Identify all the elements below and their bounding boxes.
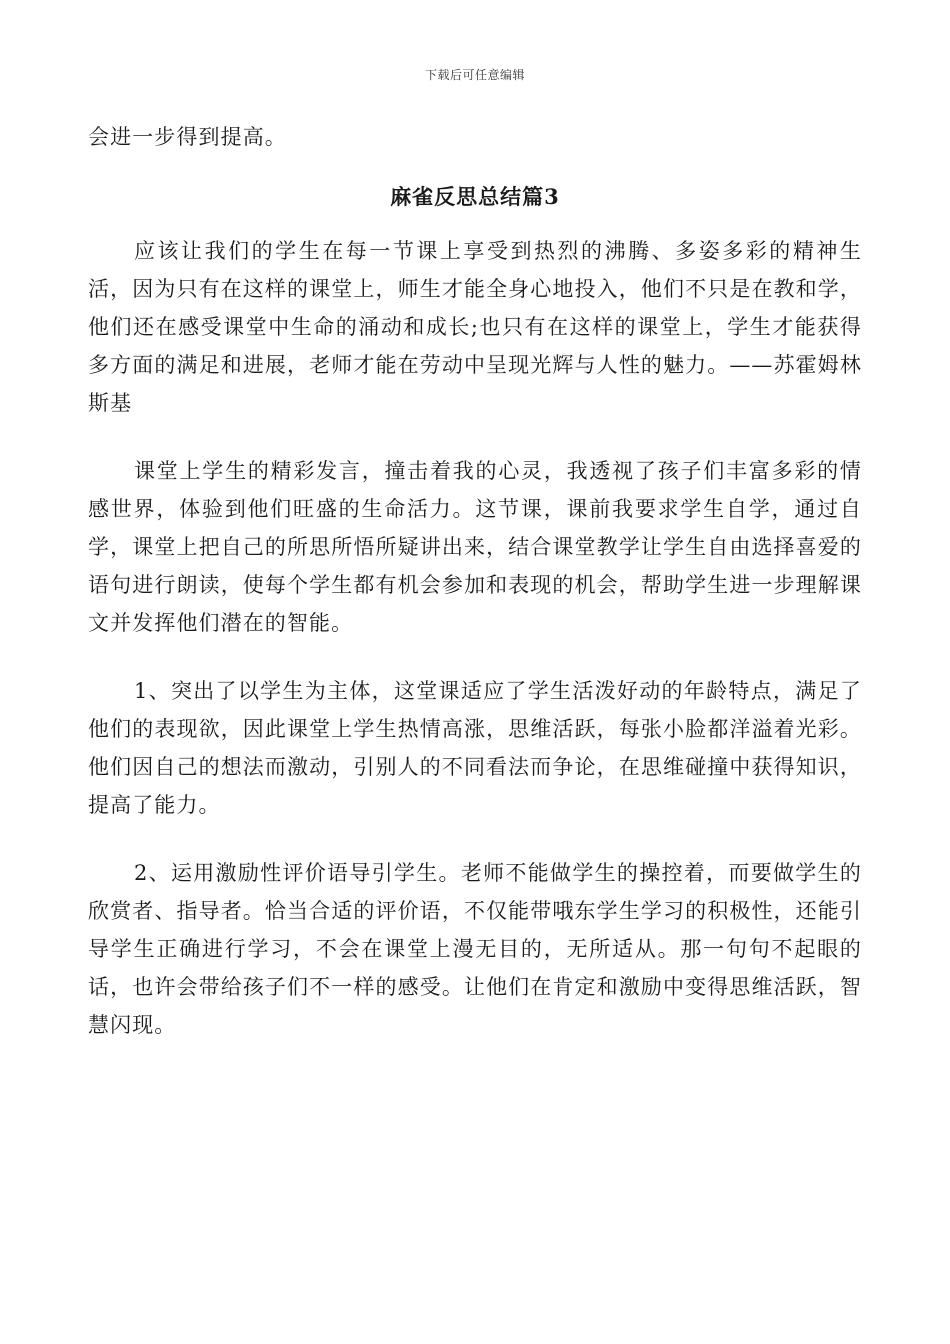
lead-text: 会进一步得到提高。 xyxy=(88,125,287,149)
paragraph-quote: 应该让我们的学生在每一节课上享受到热烈的沸腾、多姿多彩的精神生活，因为只有在这样的课堂上，师生才能全身心地投入，他们不只是在教和学，他们还在感受课堂中生命的涌动和成长;也只有在这样的课堂上，学生才能获得多方面的满足和进展，老师才能在劳动中呈现光辉与人性的魅力。——苏霍姆林斯基 xyxy=(88,239,862,415)
paragraph-point-1: 1、突出了以学生为主体，这堂课适应了学生活泼好动的年龄特点，满足了他们的表现欲，因此课堂上学生热情高涨，思维活跃，每张小脸都洋溢着光彩。他们因自己的想法而激动，引别人的不同看法而争论，在思维碰撞中获得知识，提高了能力。 xyxy=(88,679,862,817)
paragraph-point-2: 2、运用激励性评价语导引学生。老师不能做学生的操控着，而要做学生的欣赏者、指导者。恰当合适的评价语，不仅能带哦东学生学习的积极性，还能引导学生正确进行学习，不会在课堂上漫无目的，无所适从。那一句句不起眼的话，也许会带给孩子们不一样的感受。让他们在肯定和激励中变得思维活跃，智慧闪现。 xyxy=(88,861,862,1037)
section-title: 麻雀反思总结篇3 xyxy=(390,184,560,209)
paragraph-reflection: 课堂上学生的精彩发言，撞击着我的心灵，我透视了孩子们丰富多彩的情感世界，体验到他们旺盛的生命活力。这节课，课前我要求学生自学，通过自学，课堂上把自己的所思所悟所疑讲出来，结合课堂教学让学生自由选择喜爱的语句进行朗读，使每个学生都有机会参加和表现的机会，帮助学生进一步理解课文并发挥他们潜在的智能。 xyxy=(88,459,862,635)
header-note: 下载后可任意编辑 xyxy=(424,68,525,82)
document-body xyxy=(88,118,862,1074)
